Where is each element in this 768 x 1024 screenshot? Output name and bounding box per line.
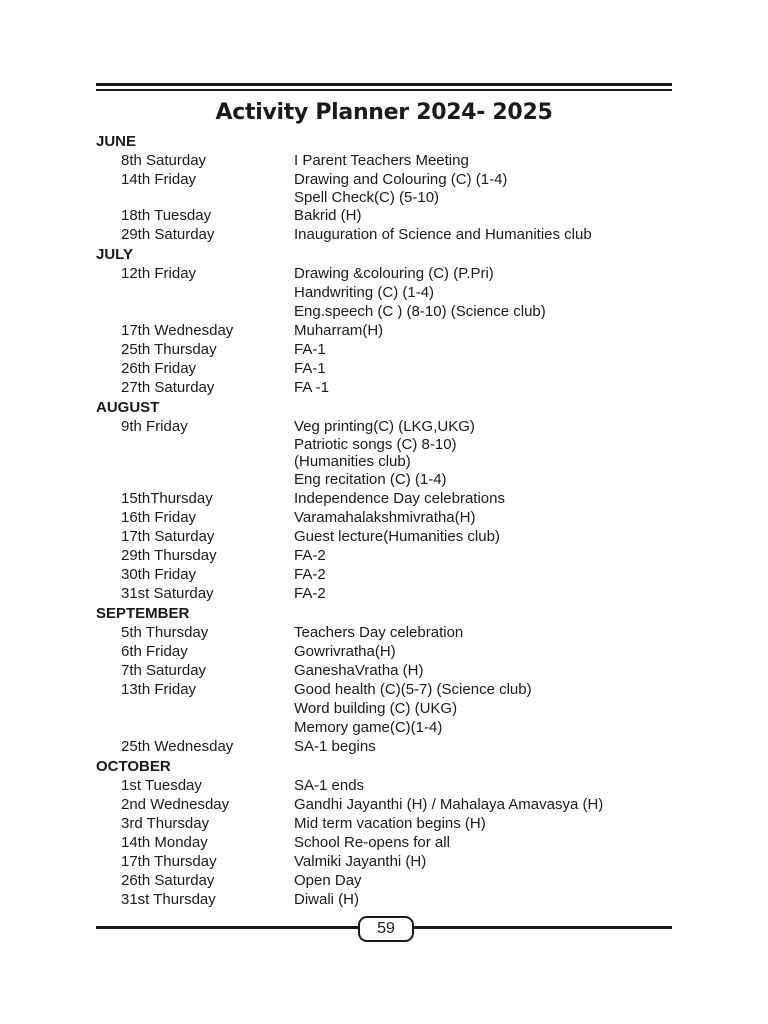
planner-entry [96, 776, 696, 795]
activity-text: Valmiki Jayanthi (H) [294, 853, 427, 870]
planner-entry [96, 795, 696, 814]
activity-text: FA-2 [294, 566, 326, 583]
planner-entry [96, 417, 696, 489]
activity-text: I Parent Teachers Meeting [294, 152, 469, 169]
planner-list [96, 131, 696, 909]
planner-entry [96, 321, 696, 340]
month-heading: OCTOBER [96, 758, 171, 775]
planner-entry [96, 890, 696, 909]
entry-activities [294, 795, 696, 814]
activity-text: FA-1 [294, 360, 326, 377]
planner-entry [96, 871, 696, 890]
activity-text: School Re-opens for all [294, 834, 450, 851]
activity-text: Inauguration of Science and Humanities club [294, 226, 592, 243]
entry-activities [294, 170, 696, 206]
entry-date: 26th Friday [121, 360, 197, 377]
planner-entry [96, 151, 696, 170]
entry-activities [294, 206, 696, 225]
planner-entry [96, 833, 696, 852]
planner-entry [96, 359, 696, 378]
planner-entry [96, 340, 696, 359]
activity-text: SA-1 begins [294, 738, 376, 755]
activity-text: Handwriting (C) (1-4) [294, 284, 435, 301]
page-number: 59 [358, 916, 414, 942]
entry-activities [294, 680, 696, 737]
entry-activities [294, 359, 696, 378]
activity-text: SA-1 ends [294, 777, 365, 794]
activity-text: Good health (C)(5-7) (Science club) [294, 681, 532, 698]
entry-activities [294, 321, 696, 340]
entry-date: 15thThursday [121, 490, 213, 507]
activity-text: FA-1 [294, 341, 326, 358]
entry-activities [294, 833, 696, 852]
entry-date: 25th Thursday [121, 341, 217, 358]
planner-entry [96, 206, 696, 225]
activity-text: Muharram(H) [294, 322, 384, 339]
activity-text: Gowrivratha(H) [294, 643, 396, 660]
activity-text: Veg printing(C) (LKG,UKG) [294, 418, 475, 435]
entry-activities [294, 527, 696, 546]
entry-activities [294, 623, 696, 642]
activity-text: Drawing &colouring (C) (P.Pri) [294, 265, 494, 282]
entry-date: 25th Wednesday [121, 738, 234, 755]
entry-activities [294, 417, 696, 489]
activity-text: Eng recitation (C) (1-4) [294, 471, 447, 488]
entry-date: 29th Saturday [121, 226, 215, 243]
entry-date: 13th Friday [121, 681, 197, 698]
header-rule-thin [96, 89, 672, 91]
entry-date: 2nd Wednesday [121, 796, 230, 813]
entry-date: 8th Saturday [121, 152, 207, 169]
entry-activities [294, 489, 696, 508]
activity-text: Diwali (H) [294, 891, 359, 908]
entry-activities [294, 814, 696, 833]
planner-entry [96, 661, 696, 680]
entry-activities [294, 852, 696, 871]
entry-activities [294, 776, 696, 795]
month-heading: JUNE [96, 133, 137, 150]
header-rule-thick [96, 83, 672, 86]
entry-activities [294, 890, 696, 909]
entry-date: 16th Friday [121, 509, 197, 526]
planner-entry [96, 264, 696, 321]
entry-activities [294, 871, 696, 890]
activity-text: Teachers Day celebration [294, 624, 464, 641]
activity-text: Gandhi Jayanthi (H) / Mahalaya Amavasya (H) [294, 796, 604, 813]
activity-text: Varamahalakshmivratha(H) [294, 509, 476, 526]
planner-entry [96, 546, 696, 565]
planner-entry [96, 737, 696, 756]
activity-text: Eng.speech (C ) (8-10) (Science club) [294, 303, 546, 320]
entry-date: 18th Tuesday [121, 207, 212, 224]
entry-date: 17th Thursday [121, 853, 217, 870]
activity-text: Bakrid (H) [294, 207, 362, 224]
entry-date: 3rd Thursday [121, 815, 210, 832]
activity-text: Independence Day celebrations [294, 490, 505, 507]
entry-activities [294, 661, 696, 680]
planner-entry [96, 565, 696, 584]
planner-entry [96, 508, 696, 527]
entry-date: 17th Saturday [121, 528, 215, 545]
planner-entry [96, 378, 696, 397]
entry-activities [294, 264, 696, 321]
activity-text: Word building (C) (UKG) [294, 700, 458, 717]
entry-activities [294, 151, 696, 170]
entry-date: 7th Saturday [121, 662, 207, 679]
entry-activities [294, 642, 696, 661]
page-title: Activity Planner 2024- 2025 [215, 100, 553, 125]
activity-text: (Humanities club) [294, 453, 411, 470]
entry-date: 26th Saturday [121, 872, 215, 889]
planner-entry [96, 489, 696, 508]
month-heading: SEPTEMBER [96, 605, 190, 622]
activity-text: GaneshaVratha (H) [294, 662, 424, 679]
entry-activities [294, 584, 696, 603]
activity-text: Memory game(C)(1-4) [294, 719, 443, 736]
activity-text: Patriotic songs (C) 8-10) [294, 436, 457, 453]
entry-date: 31st Saturday [121, 585, 214, 602]
entry-activities [294, 546, 696, 565]
entry-date: 5th Thursday [121, 624, 209, 641]
month-heading: JULY [96, 246, 133, 263]
activity-text: Spell Check(C) (5-10) [294, 189, 440, 206]
planner-entry [96, 527, 696, 546]
planner-entry [96, 642, 696, 661]
entry-date: 1st Tuesday [121, 777, 202, 794]
activity-text: Mid term vacation begins (H) [294, 815, 486, 832]
entry-activities [294, 737, 696, 756]
entry-date: 14th Monday [121, 834, 208, 851]
entry-date: 31st Thursday [121, 891, 216, 908]
entry-date: 9th Friday [121, 418, 188, 435]
entry-activities [294, 340, 696, 359]
planner-entry [96, 852, 696, 871]
activity-text: FA -1 [294, 379, 330, 396]
activity-text: FA-2 [294, 585, 326, 602]
entry-activities [294, 565, 696, 584]
planner-entry [96, 225, 696, 244]
entry-date: 30th Friday [121, 566, 197, 583]
entry-date: 29th Thursday [121, 547, 217, 564]
planner-entry [96, 623, 696, 642]
entry-activities [294, 225, 696, 244]
entry-activities [294, 378, 696, 397]
entry-date: 6th Friday [121, 643, 188, 660]
activity-text: Open Day [294, 872, 362, 889]
activity-text: Drawing and Colouring (C) (1-4) [294, 171, 508, 188]
entry-date: 12th Friday [121, 265, 197, 282]
planner-entry [96, 680, 696, 737]
month-heading: AUGUST [96, 399, 160, 416]
entry-activities [294, 508, 696, 527]
entry-date: 17th Wednesday [121, 322, 234, 339]
planner-entry [96, 584, 696, 603]
entry-date: 27th Saturday [121, 379, 215, 396]
planner-entry [96, 170, 696, 206]
planner-entry [96, 814, 696, 833]
entry-date: 14th Friday [121, 171, 197, 188]
activity-text: Guest lecture(Humanities club) [294, 528, 500, 545]
activity-text: FA-2 [294, 547, 326, 564]
